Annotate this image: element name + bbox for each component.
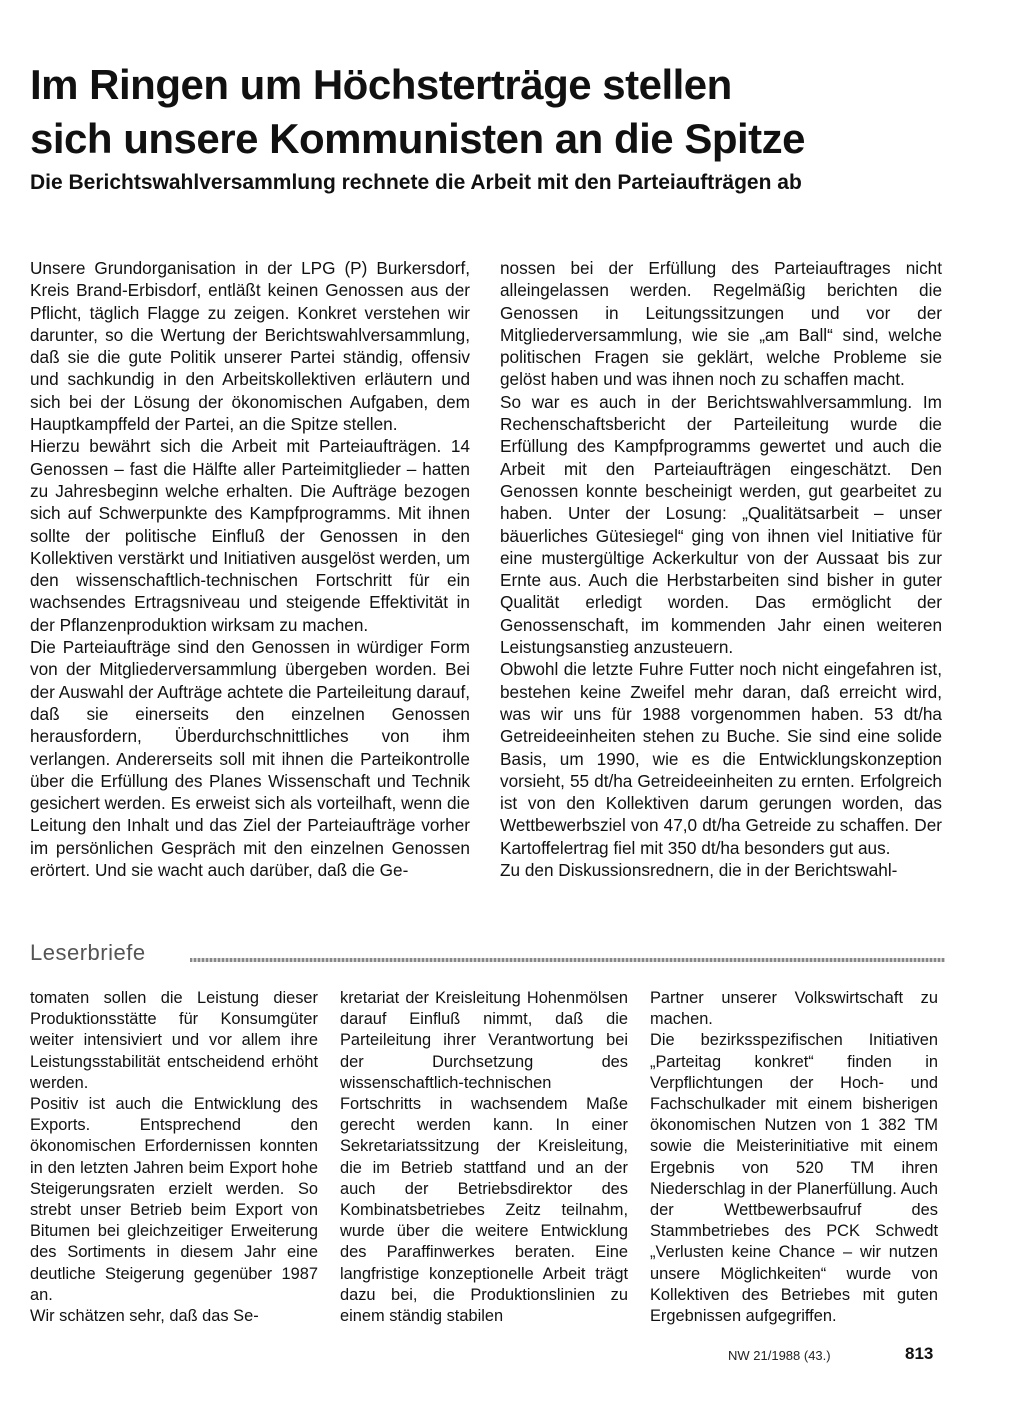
- paragraph: Obwohl die letzte Fuhre Futter noch nicht eingefahren ist, bestehen keine Zweifel mehr daran, daß erreicht wird, was wir uns für 1988 vorgenommen haben. 53 dt/ha Getreideeinheiten stehen zu Buche. Sie sind eine solide Basis, um 1990, wie es die Entwicklungskonzeption vorsieht, 55 dt/ha Getreideeinheiten zu ernten. Erfolgreich ist von den Kollektiven darum gerungen worden, das Wettbewerbsziel von 47,0 dt/ha Getreide zu schaffen. Der Kartoffelertrag fiel mit 350 dt/ha besonders gut aus.: [500, 659, 942, 858]
- article-column-1: [30, 257, 470, 881]
- paragraph: Partner unserer Volkswirtschaft zu machen.: [650, 989, 938, 1029]
- article-headline: [30, 58, 950, 166]
- letters-column-3: [650, 988, 938, 1327]
- paragraph: Wir schätzen sehr, daß das Se-: [30, 1307, 259, 1326]
- letters-column-2: [340, 988, 628, 1327]
- paragraph: tomaten sollen die Leistung dieser Produktionsstätte für Konsumgüter weiter intensiviert und vor allem ihre Leistungsstabilität entscheidend erhöht werden.: [30, 989, 318, 1092]
- paragraph: Die Parteiaufträge sind den Genossen in würdiger Form von der Mitgliederversammlung übergeben worden. Bei der Auswahl der Aufträge achtete die Parteileitung darauf, daß sie einerseits den einzelnen Genossen herausfordern, Überdurchschnittliches von ihm verlangen. Andererseits soll mit ihnen die Parteikontrolle über die Erfüllung des Planes Wissenschaft und Technik gesichert werden. Es erweist sich als vorteilhaft, wenn die Leitung den Inhalt und das Ziel der Parteiaufträge vorher im persönlichen Gespräch mit den einzelnen Genossen erörtert. Und sie wacht auch darüber, daß die Ge-: [30, 637, 470, 881]
- paragraph: Hierzu bewährt sich die Arbeit mit Parteiaufträgen. 14 Genossen – fast die Hälfte aller Parteimitglieder – hatten zu Jahresbeginn welche erhalten. Die Aufträge bezogen sich auf Schwerpunkte des Kampfprogramms. Mit ihnen sollte der politische Einfluß der Genossen in den Kollektiven verstärkt und Initiativen ausgelöst werden, um den wissenschaftlich-technischen Fortschritt für ein wachsendes Ertragsniveau und steigende Effektivität in der Pflanzenproduktion wirksam zu machen.: [30, 436, 470, 635]
- issue-reference: NW 21/1988 (43.): [728, 1348, 831, 1363]
- section-divider: [190, 958, 945, 962]
- letters-column-1: [30, 988, 318, 1327]
- paragraph: Unsere Grundorganisation in der LPG (P) Burkersdorf, Kreis Brand-Erbisdorf, entläßt keinen Genossen aus der Pflicht, täglich Flagge zu zeigen. Konkret verstehen wir darunter, so die Wertung der Berichtswahlversammlung, daß sie die gute Politik unserer Partei ständig, offensiv und sachkundig in den Arbeitskollektiven erläutern und sich bei der Lösung der ökonomischen Aufgaben, dem Hauptkampffeld der Partei, an die Spitze stellen.: [30, 258, 470, 435]
- section-label-leserbriefe: Leserbriefe: [30, 940, 146, 965]
- paragraph: So war es auch in der Berichtswahlversammlung. Im Rechenschaftsbericht der Parteileitung wurde die Erfüllung des Kampfprogramms gewertet und auch die Arbeit mit den Parteiaufträgen eingeschätzt. Den Genossen konnte bescheinigt werden, gut gearbeitet zu haben. Unter der Losung: „Qualitätsarbeit – unser bäuerliches Gütesiegel“ ging von ihnen viel Initiative für eine mustergültige Ackerkultur von der Aussaat bis zur Ernte aus. Auch die Herbstarbeiten sind bisher in guter Qualität erledigt worden. Das ermöglicht der Genossenschaft, im kommenden Jahr einen weiteren Leistungsanstieg anzusteuern.: [500, 391, 942, 658]
- paragraph: nossen bei der Erfüllung des Parteiauftrages nicht alleingelassen werden. Regelmäßig berichten die Genossen in Leitungssitzungen und vor der Mitgliederversammlung, wie sie „am Ball“ sind, welche politischen Fragen sie geklärt, welche Probleme sie gelöst haben und was ihnen noch zu schaffen macht.: [500, 258, 942, 390]
- page-number: 813: [905, 1344, 934, 1363]
- paragraph: Zu den Diskussionsrednern, die in der Berichtswahl-: [500, 860, 898, 881]
- paragraph: kretariat der Kreisleitung Hohenmölsen darauf Einfluß nimmt, daß die Parteileitung ihrer Verantwortung bei der Durchsetzung des wissenschaftlich-technischen Fortschritts in wachsendem Maße gerecht werden kann. In einer Sekretariatssitzung der Kreisleitung, die im Betrieb stattfand und an der auch der Betriebsdirektor des Kombinatsbetriebes Zeitz teilnahm, wurde über die weitere Entwicklung des Paraffinwerkes beraten. Eine langfristige konzeptionelle Arbeit trägt dazu bei, die Produktionslinien zu einem ständig stabilen: [340, 989, 628, 1326]
- article-column-2: [500, 257, 942, 881]
- paragraph: Die bezirksspezifischen Initiativen „Parteitag konkret“ finden in Verpflichtungen der Hoch- und Fachschulkader mit einem bisherigen ökonomischen Nutzen von 1 382 TM sowie die Meisterinitiative mit einem Ergebnis von 520 TM ihren Niederschlag in der Planerfüllung. Auch der Wettbewerbsaufruf des Stammbetriebes des PCK Schwedt „Verlusten keine Chance – wir nutzen unsere Möglichkeiten“ wurde von Kollektiven des Betriebes mit guten Ergebnissen aufgegriffen.: [650, 1031, 938, 1326]
- headline-line-2: sich unsere Kommunisten an die Spitze: [30, 115, 806, 162]
- article-subheadline: Die Berichtswahlversammlung rechnete die Arbeit mit den Parteiaufträgen ab: [30, 171, 802, 194]
- paragraph: Positiv ist auch die Entwicklung des Exports. Entsprechend den ökonomischen Erfordernissen konnten in den letzten Jahren beim Export hohe Steigerungsraten erzielt werden. So strebt unser Betrieb beim Export von Bitumen bei gleichzeitiger Erweiterung des Sortiments in diesem Jahr eine deutliche Steigerung gegenüber 1987 an.: [30, 1095, 318, 1304]
- headline-line-1: Im Ringen um Höchsterträge stellen: [30, 61, 732, 108]
